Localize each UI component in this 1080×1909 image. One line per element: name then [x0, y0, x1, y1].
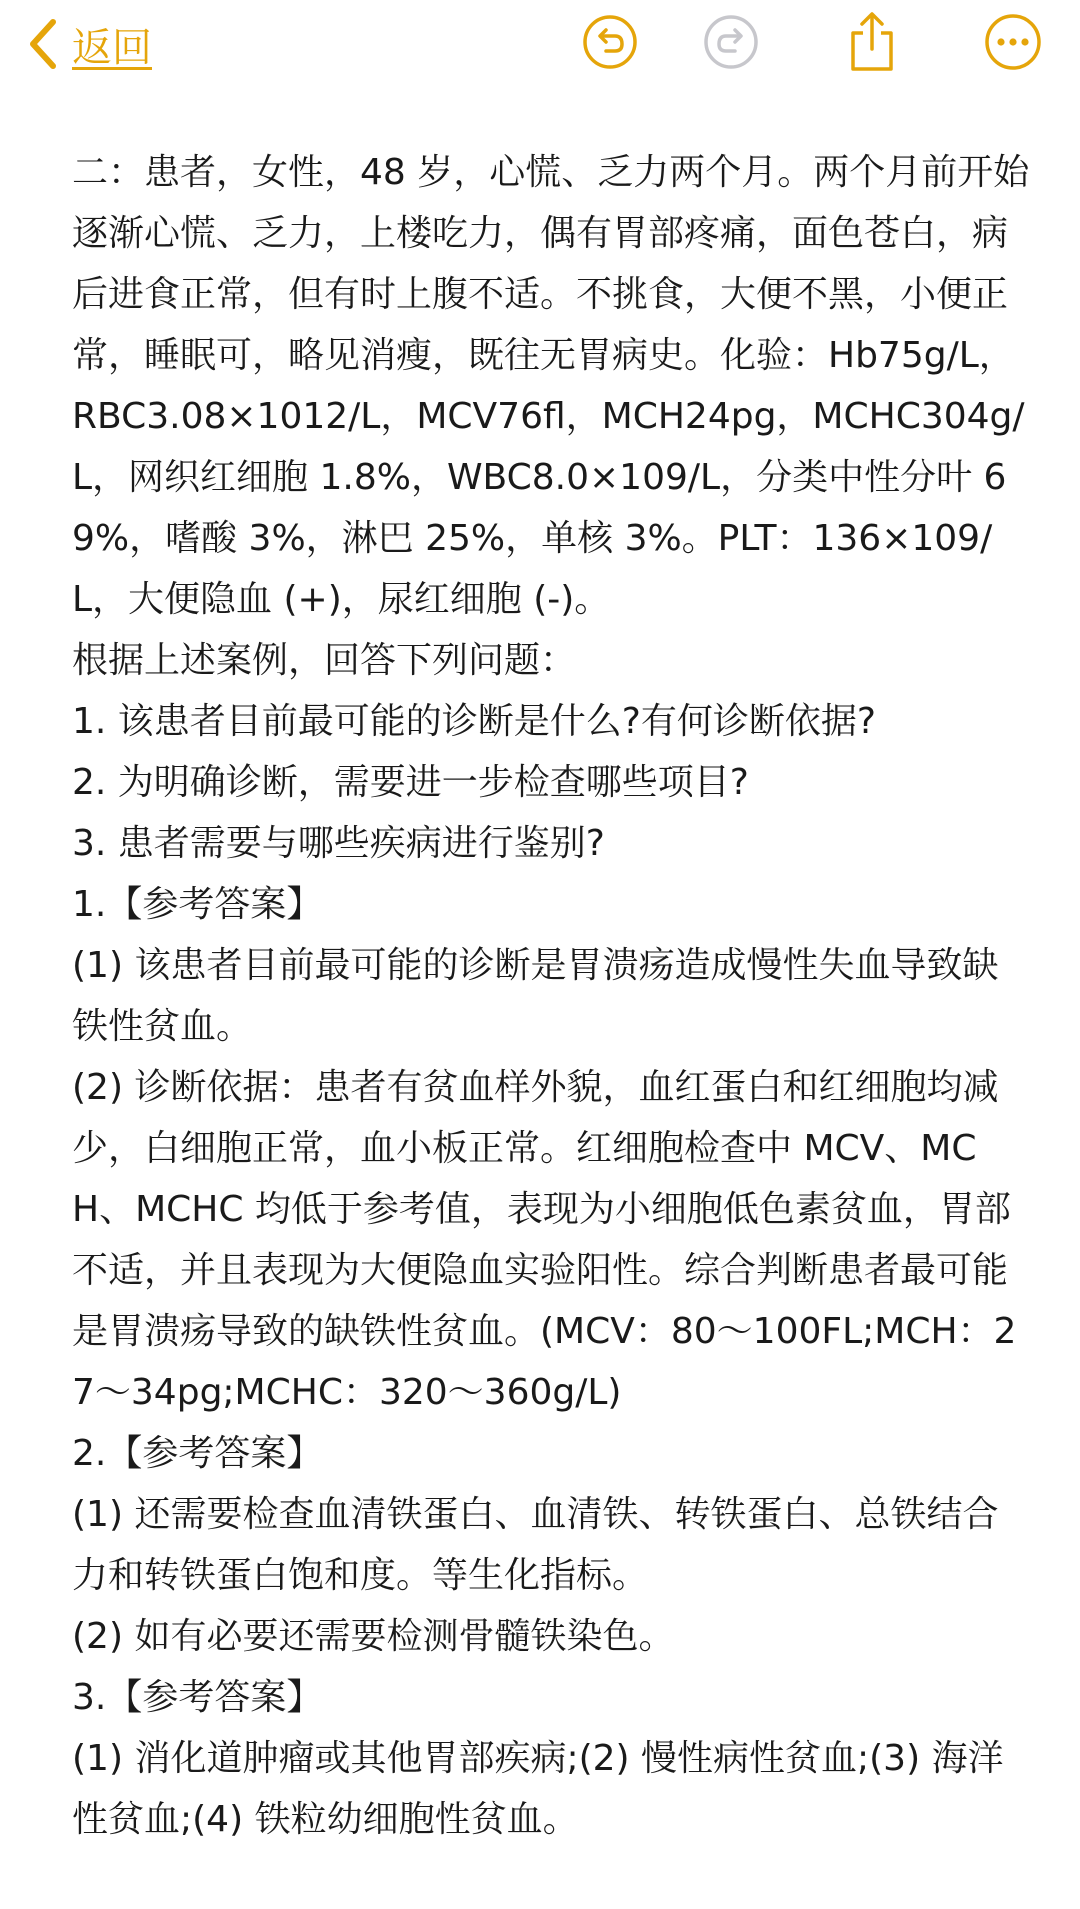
more-icon — [984, 13, 1042, 75]
answer-2-item-2: (2) 如有必要还需要检测骨髓铁染色。 — [72, 1616, 675, 1657]
redo-icon — [703, 14, 759, 74]
question-3: 3. 患者需要与哪些疾病进行鉴别? — [72, 823, 605, 864]
top-toolbar — [0, 0, 1080, 96]
answer-1-diagnosis: (1) 该患者目前最可能的诊断是胃溃疡造成慢性失血导致缺铁性贫血。 — [72, 945, 999, 1047]
question-1: 1. 该患者目前最可能的诊断是什么?有何诊断依据? — [72, 701, 877, 742]
note-body[interactable] — [72, 142, 1032, 1850]
answer-1-basis: (2) 诊断依据：患者有贫血样外貌，血红蛋白和红细胞均减少，白细胞正常，血小板正常。红细胞检查中 MCV、MCH、MCHC 均低于参考值，表现为小细胞低色素贫血，胃部不适，并且表现为大便隐血实验阳性。综合判断患者最可能是胃溃疡导致的缺铁性贫血。(MCV：80～100FL;MCH：27～34pg;MCHC：320～360g/L) — [72, 1067, 1017, 1413]
chevron-left-icon — [28, 18, 58, 70]
question-intro: 根据上述案例，回答下列问题： — [72, 640, 577, 681]
back-label: 返回 — [72, 24, 152, 71]
answer-3-heading: 3.【参考答案】 — [72, 1677, 323, 1718]
question-2: 2. 为明确诊断，需要进一步检查哪些项目? — [72, 762, 749, 803]
more-button[interactable] — [983, 14, 1043, 74]
back-button[interactable] — [28, 14, 152, 74]
answer-3-items: (1) 消化道肿瘤或其他胃部疾病;(2) 慢性病性贫血;(3) 海洋性贫血;(4) 铁粒幼细胞性贫血。 — [72, 1738, 1004, 1840]
answer-2-item-1: (1) 还需要检查血清铁蛋白、血清铁、转铁蛋白、总铁结合力和转铁蛋白饱和度。等生化指标。 — [72, 1494, 999, 1596]
case-description: 二：患者，女性，48 岁，心慌、乏力两个月。两个月前开始逐渐心慌、乏力，上楼吃力，偶有胃部疼痛，面色苍白，病后进食正常，但有时上腹不适。不挑食，大便不黑，小便正常，睡眠可，略见消瘦，既往无胃病史。化验：Hb75g/L，RBC3.08×1012/L，MCV76fl，MCH24pg，MCHC304g/L，网织红细胞 1.8%，WBC8.0×109/L，分类中性分叶 69%，嗜酸 3%，淋巴 25%，单核 3%。PLT：136×109/L，大便隐血 (+)，尿红细胞 (-)。 — [72, 152, 1030, 620]
undo-button[interactable] — [580, 14, 640, 74]
share-button[interactable] — [842, 14, 902, 74]
answer-1-heading: 1.【参考答案】 — [72, 884, 323, 925]
undo-icon — [582, 14, 638, 74]
answer-2-heading: 2.【参考答案】 — [72, 1433, 323, 1474]
share-icon — [844, 11, 900, 77]
redo-button[interactable] — [701, 14, 761, 74]
